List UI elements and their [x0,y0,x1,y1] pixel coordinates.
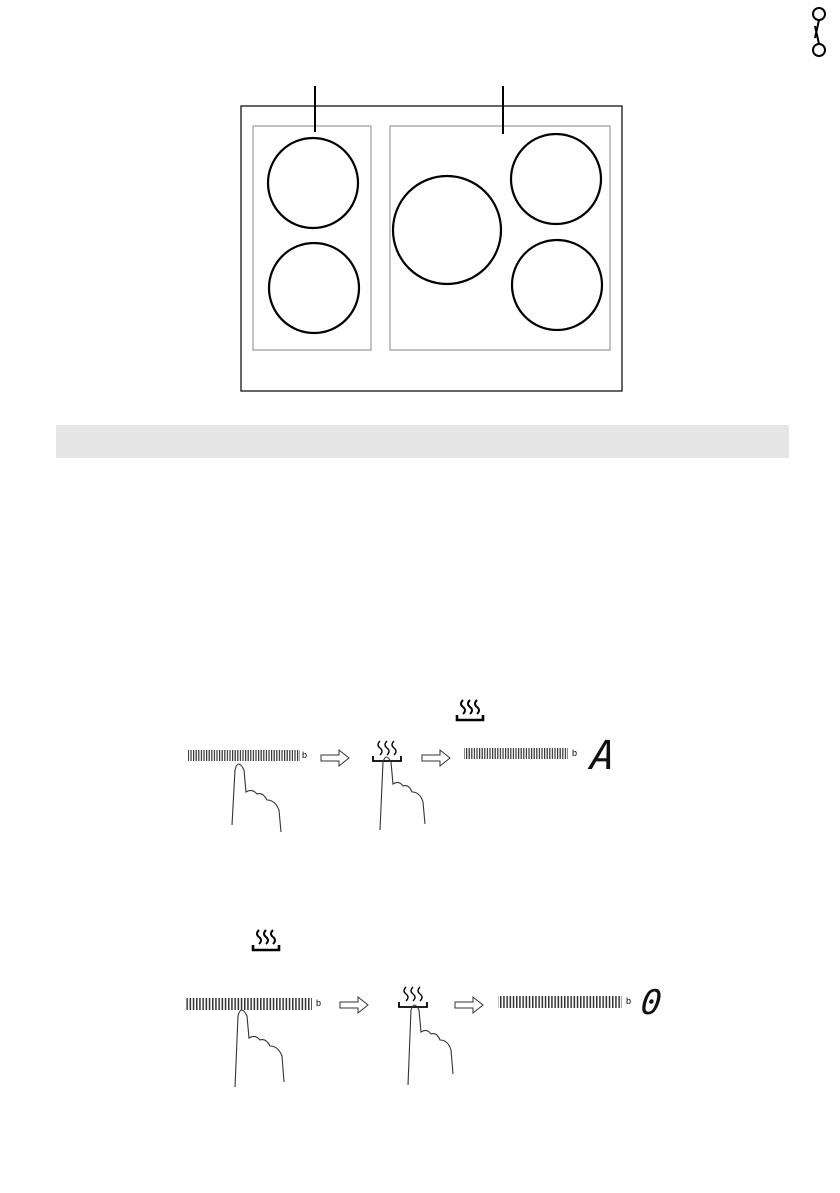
slider-boost-mark: b [626,996,632,1006]
finger-touch [380,757,425,830]
slider-boost-mark: b [572,748,578,758]
power-slider [464,748,568,759]
arrow-right [422,750,450,766]
section-heading-band [56,425,789,458]
slider-boost-mark: b [316,998,322,1008]
activation-sequence [180,730,640,835]
arrow-right [340,997,368,1013]
arrow-right [321,750,349,766]
finger-touch [408,1005,453,1085]
finger-touch [232,764,281,832]
finger-touch [235,1010,284,1087]
hob-outline [241,106,622,391]
slider-boost-mark: b [302,750,308,760]
power-slider [186,998,312,1010]
hob-diagram [230,80,630,395]
arrow-right [455,997,483,1013]
deactivation-sequence [180,982,640,1092]
warming-key [399,987,427,1007]
warming-steam-icon [454,698,486,724]
display-readout: 0 [638,983,664,1023]
warming-steam-icon [250,928,282,954]
warming-key [373,741,401,761]
scissors-icon [808,4,830,60]
power-slider [498,996,622,1008]
power-slider [188,750,300,761]
display-readout: A [588,733,618,779]
